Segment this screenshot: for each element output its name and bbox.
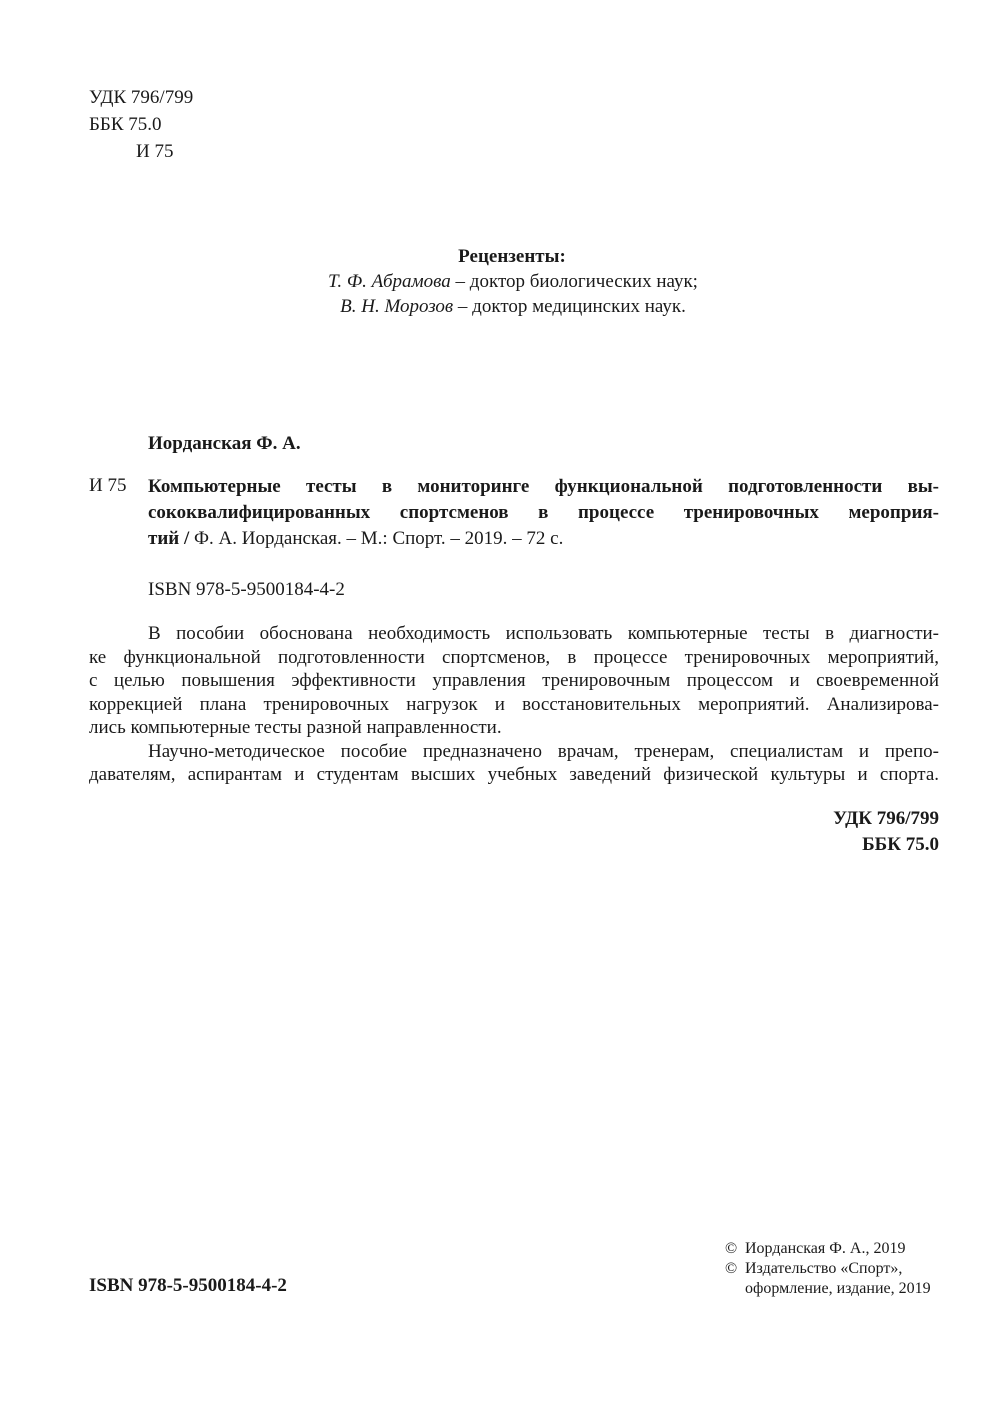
copyright-line (725, 1258, 931, 1278)
copyright-line: оформление, издание, 2019 (745, 1280, 931, 1297)
copyright-symbol: © (725, 1240, 738, 1257)
bib-imprint: Ф. А. Иорданская. – М.: Спорт. – 2019. – 72 с. (189, 528, 564, 549)
reviewers-title: Рецензенты: (458, 246, 566, 267)
abstract-line: Научно-методическое пособие предназначено врачам, тренерам, специалистам и препо- (148, 740, 939, 762)
abstract-line: ке функциональной подготовленности спортсменов, в процессе тренировочных мероприятий, (89, 646, 939, 668)
copyright-text: Иорданская Ф. А., 2019 (745, 1240, 906, 1257)
isbn-inline: ISBN 978-5-9500184-4-2 (148, 579, 345, 600)
reviewer-item (0, 295, 1004, 320)
reviewer-item (0, 270, 1004, 295)
copyright-symbol: © (725, 1260, 738, 1277)
abstract-line: В пособии обоснована необходимость использовать компьютерные тесты в диагности- (148, 623, 939, 644)
bib-title-end: тий / (148, 528, 190, 549)
reviewer-name: В. Н. Морозов (340, 296, 454, 317)
bbk-code: ББК 75.0 (89, 114, 162, 135)
reviewer-name: Т. Ф. Абрамова (328, 271, 451, 292)
abstract (89, 622, 939, 787)
bbk-code-right: ББК 75.0 (862, 834, 939, 855)
reviewers-block (0, 245, 1004, 320)
udk-code-right: УДК 796/799 (833, 808, 939, 829)
bib-author-sign: И 75 (89, 475, 127, 496)
bibliographic-record (148, 474, 939, 552)
bib-title-line (148, 526, 939, 552)
udk-code: УДК 796/799 (89, 87, 194, 108)
right-classification (833, 807, 939, 859)
bib-title-line: сококвалифицированных спортсменов в процессе тренировочных мероприя- (148, 502, 939, 523)
isbn-footer: ISBN 978-5-9500184-4-2 (89, 1275, 287, 1296)
copyright-line (725, 1238, 931, 1258)
classification-block (89, 86, 193, 167)
bib-title-line: Компьютерные тесты в мониторинге функциональной подготовленности вы- (148, 476, 939, 497)
reviewer-role: – доктор биологических наук; (450, 271, 698, 292)
copyright-block (725, 1238, 931, 1298)
abstract-line: лись компьютерные тесты разной направленности. (89, 717, 502, 738)
author-heading: Иорданская Ф. А. (148, 433, 301, 454)
abstract-line: давателям, аспирантам и студентам высших учебных заведений физической культуры и спорта. (89, 764, 939, 785)
abstract-line: с целью повышения эффективности управления тренировочным процессом и своевременной (89, 670, 939, 691)
author-sign: И 75 (136, 141, 174, 162)
abstract-line: коррекцией плана тренировочных нагрузок и восстановительных мероприятий. Анализирова- (89, 693, 939, 715)
reviewer-role: – доктор медицинских наук. (453, 296, 686, 317)
copyright-text: Издательство «Спорт», (745, 1260, 903, 1277)
